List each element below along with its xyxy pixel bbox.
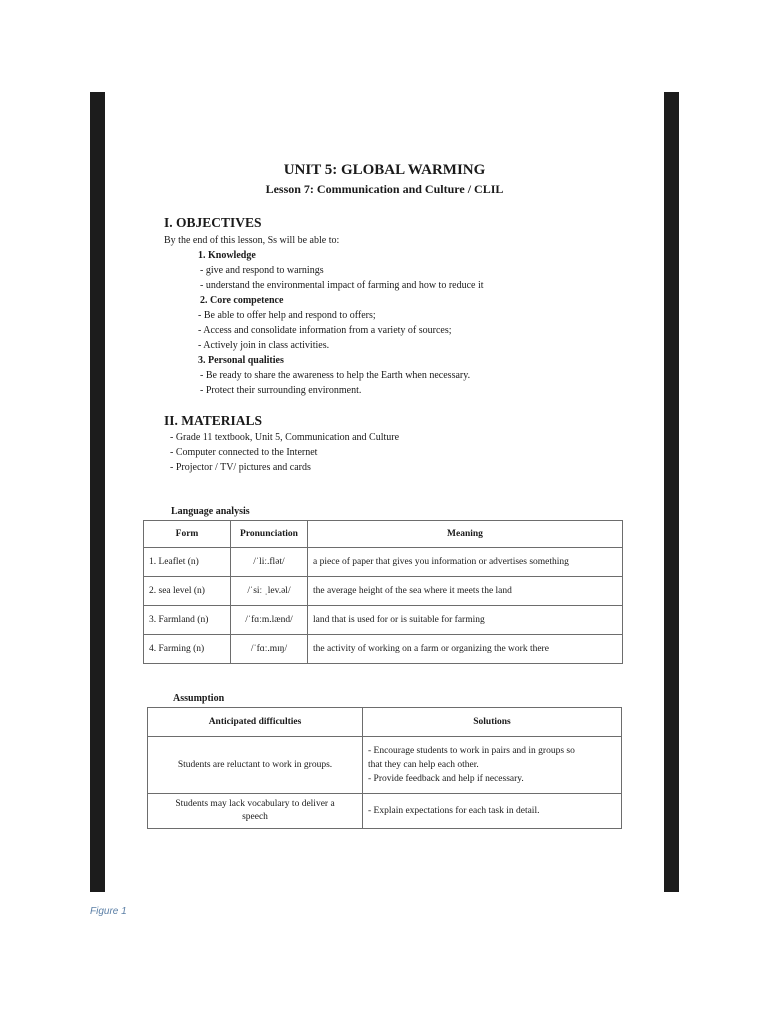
meaning-cell: the average height of the sea where it meets the land	[308, 577, 623, 606]
materials-item: - Projector / TV/ pictures and cards	[170, 462, 311, 473]
assumption-table	[147, 707, 622, 829]
language-analysis-label: Language analysis	[171, 506, 250, 517]
page-subtitle: Lesson 7: Communication and Culture / CLIL	[265, 182, 504, 196]
form-cell: 1. Leaflet (n)	[144, 548, 231, 577]
table-row	[144, 577, 623, 606]
difficulty-line: Students may lack vocabulary to deliver a	[175, 799, 335, 809]
core-item: - Be able to offer help and respond to offers;	[198, 310, 376, 321]
pronunciation-cell: /ˈfɑː.mɪŋ/	[231, 635, 308, 664]
form-cell: 3. Farmland (n)	[144, 606, 231, 635]
solution-line: - Encourage students to work in pairs and in groups so	[368, 746, 575, 756]
personal-item: - Be ready to share the awareness to help the Earth when necessary.	[200, 370, 471, 381]
pronunciation-cell: /ˈsiː ˌlev.əl/	[231, 577, 308, 606]
right-border-bar	[664, 92, 679, 892]
solutions-cell	[363, 737, 622, 794]
table-header-row	[144, 521, 623, 548]
form-cell: 2. sea level (n)	[144, 577, 231, 606]
table-header-row	[148, 708, 622, 737]
solution-line: that they can help each other.	[368, 760, 479, 770]
solution-line: - Provide feedback and help if necessary.	[368, 774, 524, 784]
table-row	[148, 737, 622, 794]
meaning-cell: a piece of paper that gives you information or advertises something	[308, 548, 623, 577]
figure-caption: Figure 1	[90, 906, 127, 917]
core-item: - Actively join in class activities.	[198, 340, 330, 351]
difficulty-cell: Students are reluctant to work in groups.	[148, 737, 363, 794]
column-header-meaning: Meaning	[308, 521, 623, 548]
language-analysis-table	[143, 520, 623, 664]
difficulty-cell	[148, 794, 363, 829]
core-competence-heading: 2. Core competence	[200, 295, 284, 306]
column-header-difficulties: Anticipated difficulties	[148, 708, 363, 737]
table-row	[144, 606, 623, 635]
core-item: - Access and consolidate information from a variety of sources;	[198, 325, 452, 336]
pronunciation-cell: /ˈfɑːm.lænd/	[231, 606, 308, 635]
meaning-cell: land that is used for or is suitable for farming	[308, 606, 623, 635]
objectives-heading: I. OBJECTIVES	[164, 215, 262, 230]
column-header-form: Form	[144, 521, 231, 548]
assumption-label: Assumption	[173, 693, 225, 704]
materials-heading: II. MATERIALS	[164, 413, 263, 428]
difficulty-line: speech	[242, 812, 268, 822]
knowledge-item: - give and respond to warnings	[200, 265, 324, 276]
left-border-bar	[90, 92, 105, 892]
meaning-cell: the activity of working on a farm or organizing the work there	[308, 635, 623, 664]
personal-item: - Protect their surrounding environment.	[200, 385, 362, 396]
materials-item: - Grade 11 textbook, Unit 5, Communication and Culture	[170, 432, 400, 443]
document-page	[105, 92, 664, 892]
table-row	[144, 635, 623, 664]
column-header-pronunciation: Pronunciation	[231, 521, 308, 548]
page-title: UNIT 5: GLOBAL WARMING	[283, 162, 486, 178]
knowledge-heading: 1. Knowledge	[198, 250, 256, 261]
form-cell: 4. Farming (n)	[144, 635, 231, 664]
pronunciation-cell: /ˈliː.flət/	[231, 548, 308, 577]
objectives-intro: By the end of this lesson, Ss will be able to:	[164, 235, 340, 246]
solutions-cell: - Explain expectations for each task in detail.	[363, 794, 622, 829]
table-row	[148, 794, 622, 829]
knowledge-item: - understand the environmental impact of farming and how to reduce it	[200, 280, 484, 291]
personal-qualities-heading: 3. Personal qualities	[198, 355, 284, 366]
table-row	[144, 548, 623, 577]
materials-item: - Computer connected to the Internet	[170, 447, 318, 458]
column-header-solutions: Solutions	[363, 708, 622, 737]
